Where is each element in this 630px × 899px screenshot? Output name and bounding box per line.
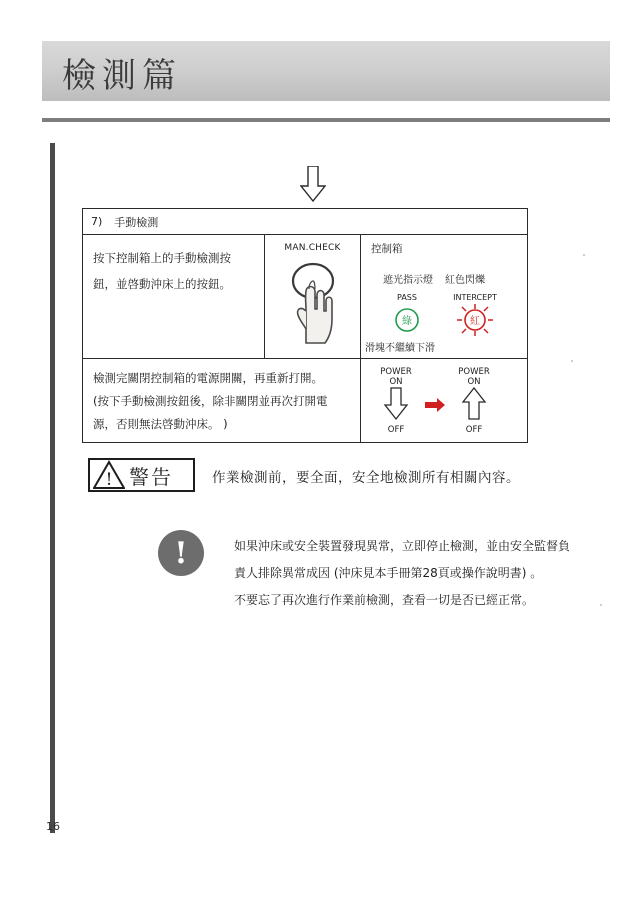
lamp-intercept-title: INTERCEPT <box>453 293 497 302</box>
pointing-hand-icon <box>265 259 360 355</box>
lamp-caption-right: 紅色閃爍 <box>445 275 485 286</box>
scan-artifact <box>583 254 585 256</box>
table-row-title <box>83 209 527 235</box>
control-box-cell <box>361 235 527 358</box>
power-state-off: OFF <box>465 425 483 435</box>
table-row <box>83 235 527 359</box>
arrow-up-icon <box>447 387 501 421</box>
man-check-label: MAN.CHECK <box>284 243 341 253</box>
lamp-caption <box>383 271 485 286</box>
left-margin-bar <box>50 143 55 833</box>
arrow-down-icon <box>300 166 326 202</box>
control-box-label: 控制箱 <box>371 243 403 255</box>
lamp-pass <box>381 293 433 340</box>
lamp-note: 滑塊不繼續下滑 <box>365 343 435 354</box>
lamp-intercept <box>443 293 507 342</box>
power-state-off: OFF <box>387 425 405 435</box>
exclamation-circle-icon: ! <box>158 530 204 576</box>
notice-line: 不要忘了再次進行作業前檢測，查看一切是否已經正常。 <box>234 593 535 607</box>
lamp-pass-title: PASS <box>397 293 417 302</box>
power-switch-cell <box>361 359 527 442</box>
lamp-intercept-icon <box>443 302 507 338</box>
header-divider <box>42 118 610 122</box>
man-check-cell <box>265 235 361 358</box>
warning-label: 警告 <box>129 464 173 489</box>
page-title: 檢測篇 <box>62 56 182 96</box>
reset-line: (按下手動檢測按鈕後，除非關閉並再次打開電 <box>93 394 328 408</box>
power-label: POWER <box>380 367 412 377</box>
scan-artifact <box>571 360 573 362</box>
instruction-cell <box>83 235 265 358</box>
arrow-down-icon <box>369 387 423 421</box>
reset-line: 檢測完關閉控制箱的電源開關，再重新打開。 <box>93 371 323 385</box>
scan-artifact <box>600 604 602 606</box>
page-number: 16 <box>46 820 60 833</box>
power-switch-off <box>369 367 423 435</box>
step-number: 7) <box>91 215 103 228</box>
svg-text:!: ! <box>105 470 113 490</box>
procedure-table <box>82 208 528 443</box>
notice-line: 如果沖床或安全裝置發現異常，立即停止檢測，並由安全監督負 <box>234 539 571 553</box>
svg-text:綠: 綠 <box>402 316 412 327</box>
instruction-line: 按下控制箱上的手動檢測按 <box>93 251 231 265</box>
power-label: POWER <box>458 367 490 377</box>
power-state-on: ON <box>467 377 481 387</box>
warning-badge <box>88 458 195 492</box>
warning-triangle-icon <box>93 460 125 490</box>
power-switch-on <box>447 367 501 435</box>
indicator-lamps <box>377 293 517 339</box>
step-label: 手動檢測 <box>114 215 159 229</box>
power-state-on: ON <box>389 377 403 387</box>
lamp-pass-icon <box>381 302 433 336</box>
svg-text:紅: 紅 <box>470 316 480 327</box>
instruction-line: 鈕，並啓動沖床上的按鈕。 <box>93 277 231 291</box>
lamp-caption-left: 遮光指示燈 <box>383 275 433 286</box>
notice-line: 責人排除異常成因 (沖床見本手冊第28頁或操作說明書) 。 <box>234 566 543 580</box>
table-row <box>83 359 527 442</box>
reset-instruction-cell <box>83 359 361 442</box>
warning-text: 作業檢測前，要全面，安全地檢測所有相關內容。 <box>212 470 520 486</box>
reset-line: 源，否則無法啓動沖床。 ) <box>93 417 228 431</box>
notice-text <box>234 533 604 614</box>
arrow-right-icon <box>425 397 445 416</box>
